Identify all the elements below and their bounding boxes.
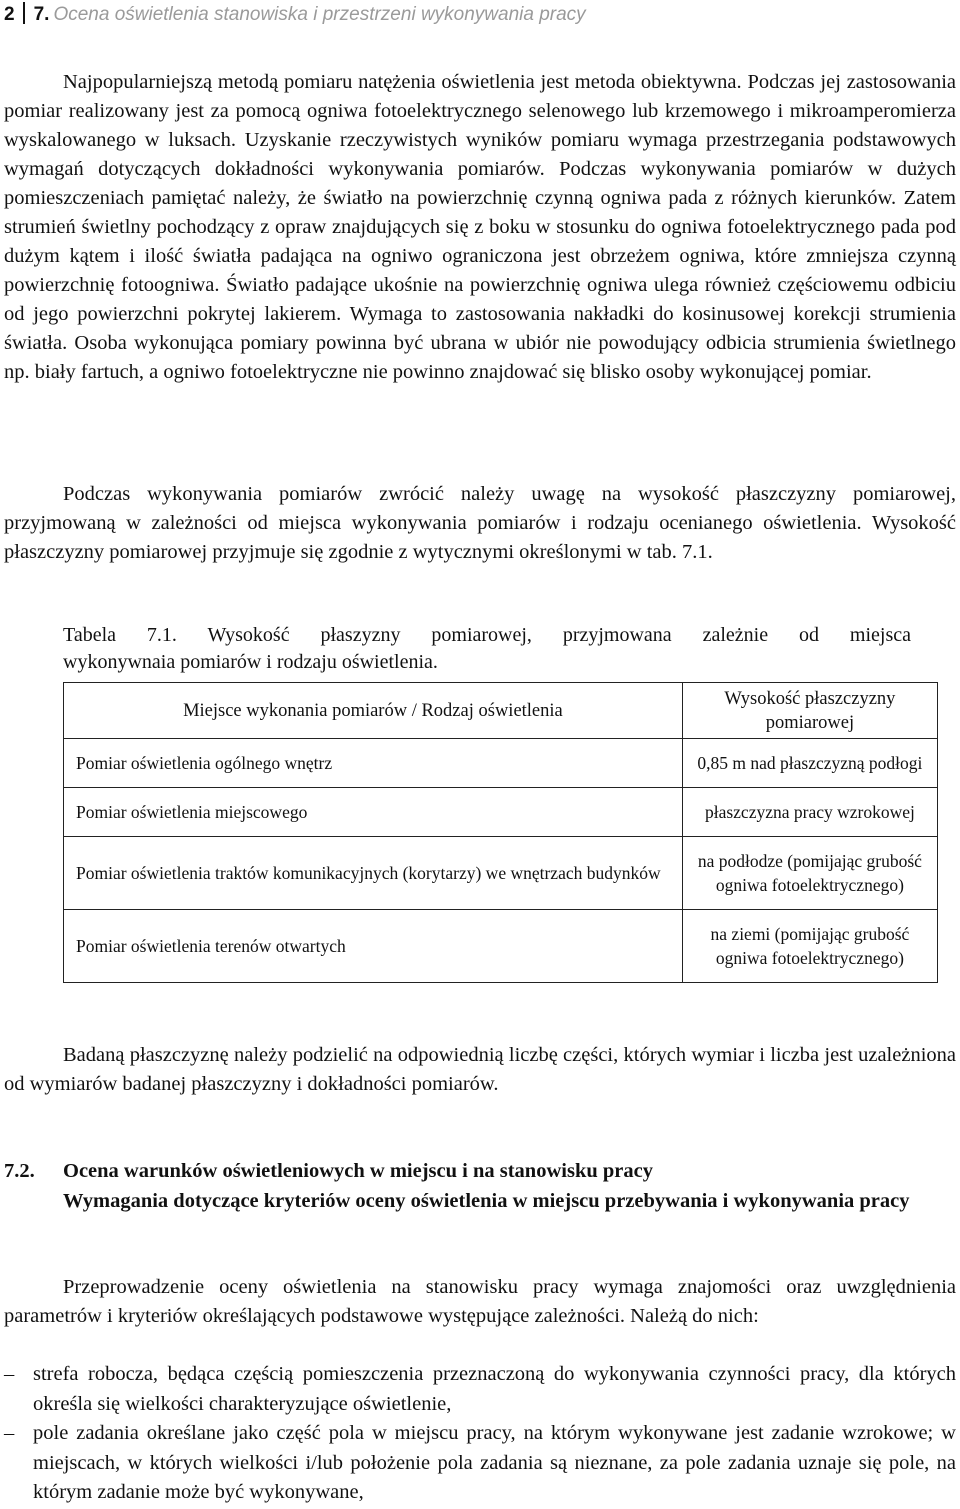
paragraph-measurement-plane: Podczas wykonywania pomiarów zwrócić należy uwagę na wysokość płaszczyzny pomiarowej, przyjmowaną w zależności od miejsca wykonywania pomiarów i rodzaju ocenianego oświetlenia. Wysokość płaszczyzny pomiarowej przyjmuje się zgodnie z wytycznymi określonymi w tab. 7.1. [4,483,956,564]
dash-bullet: – [4,1363,15,1385]
chapter-title: Ocena oświetlenia stanowiska i przestrzeni wykonywania pracy [53,4,586,25]
page-number: 2 [4,4,15,25]
table-row [64,788,938,837]
table-cell-height: na ziemi (pomijając grubość ogniwa fotoelektrycznego) [682,910,937,983]
table-caption [63,622,911,676]
paragraph-evaluation-intro: Przeprowadzenie oceny oświetlenia na stanowisku pracy wymaga znajomości oraz uwzględnienia parametrów i kryteriów określających podstawowe występujące zależności. Należą do nich: [4,1276,956,1328]
measurement-plane-table [63,682,938,983]
table-cell-height: na podłodze (pomijając grubość ogniwa fotoelektrycznego) [682,837,937,910]
section-heading-7-2-1 [4,1187,956,1216]
paragraph-measurement-method: Najpopularniejszą metodą pomiaru natężenia oświetlenia jest metoda obiektywna. Podczas jej zastosowania pomiar realizowany jest za pomocą ogniwa fotoelektrycznego selenowego lub krzemowego i mikroamperomierza wyskalowanego w luksach. Uzyskanie rzeczywistych wyników pomiaru wymaga przestrzegania podstawowych wymagań dotyczących dokładności wykonywania pomiarów. Podczas wykonywania pomiarów w dużych pomieszczeniach pamiętać należy, że światło na powierzchnię czynną ogniwa pada z różnych kierunków. Zatem strumień świetlny pochodzący z opraw znajdujących się z boku w stosunku do ogniwa fotoelektrycznego pada pod dużym kątem i ilość światła padająca na ogniwo ograniczona jest obrzeżem ogniwa, które zmniejsza czynną powierzchnię fotoogniwa. Światło padające ukośnie na powierzchnię ogniwa ulega również częściowemu odbiciu od jego powierzchni pokrytej lakierem. Wymaga to zastosowania nakładki do kosinusowej korekcji strumienia światła. Osoba wykonująca pomiary powinna być ubrana w ubiór nie powodujący odbicia strumienia świetlnego np. biały fartuch, a ogniwo fotoelektryczne nie powinno znajdować się blisko osoby wykonującej pomiar. [4,71,956,383]
table-cell-place: Pomiar oświetlenia traktów komunikacyjnych (korytarzy) we wnętrzach budynków [64,837,683,910]
table-header-place: Miejsce wykonania pomiarów / Rodzaj oświetlenia [64,683,683,739]
paragraph-plane-division: Badaną płaszczyznę należy podzielić na odpowiednią liczbę części, których wymiar i liczba jest uzależniona od wymiarów badanej płaszczyzny i dokładności pomiarów. [4,1044,956,1096]
dash-bullet: – [4,1422,15,1444]
table-cell-place: Pomiar oświetlenia terenów otwartych [64,910,683,983]
list-item [4,1360,956,1419]
table-row [64,739,938,788]
table-caption-line-1: Tabela 7.1. Wysokość płaszyzny pomiarowej, przyjmowana zależnie od miejsca [63,624,911,646]
table-header-row [64,683,938,739]
section-title: Ocena warunków oświetleniowych w miejscu i na stanowisku pracy [63,1160,653,1182]
table-cell-height: 0,85 m nad płaszczyzną podłogi [682,739,937,788]
list-item-text: pole zadania określane jako część pola w miejscu pracy, na którym wykonywane jest zadanie wzrokowe; w miejscach, w których wielkości i/lub położenie pola zadania są nieznane, za pole zadania uznaje się pole, na którym zadanie może być wykonywane, [33,1422,956,1503]
table-header-height: Wysokość płaszczyzny pomiarowej [682,683,937,739]
chapter-number: 7. [33,4,50,25]
section-number: 7.2. [4,1160,35,1182]
section-heading-7-2 [4,1157,956,1186]
subsection-title: Wymagania dotyczące kryteriów oceny oświetlenia w miejscu przebywania i wykonywania pracy [63,1190,910,1212]
header-separator [23,2,25,24]
list-item-text: strefa robocza, będąca częścią pomieszczenia przeznaczoną do wykonywania czynności pracy, dla których określa się wielkości charakteryzujące oświetlenie, [33,1363,956,1415]
table-caption-line-2: wykonywnaia pomiarów i rodzaju oświetlenia. [63,651,438,673]
table-cell-height: płaszczyzna pracy wzrokowej [682,788,937,837]
table-row [64,837,938,910]
table-row [64,910,938,983]
table-cell-place: Pomiar oświetlenia ogólnego wnętrz [64,739,683,788]
subsection-number [4,1187,63,1216]
table-cell-place: Pomiar oświetlenia miejscowego [64,788,683,837]
list-item [4,1419,956,1508]
criteria-list [4,1360,956,1508]
page-header [4,0,956,30]
